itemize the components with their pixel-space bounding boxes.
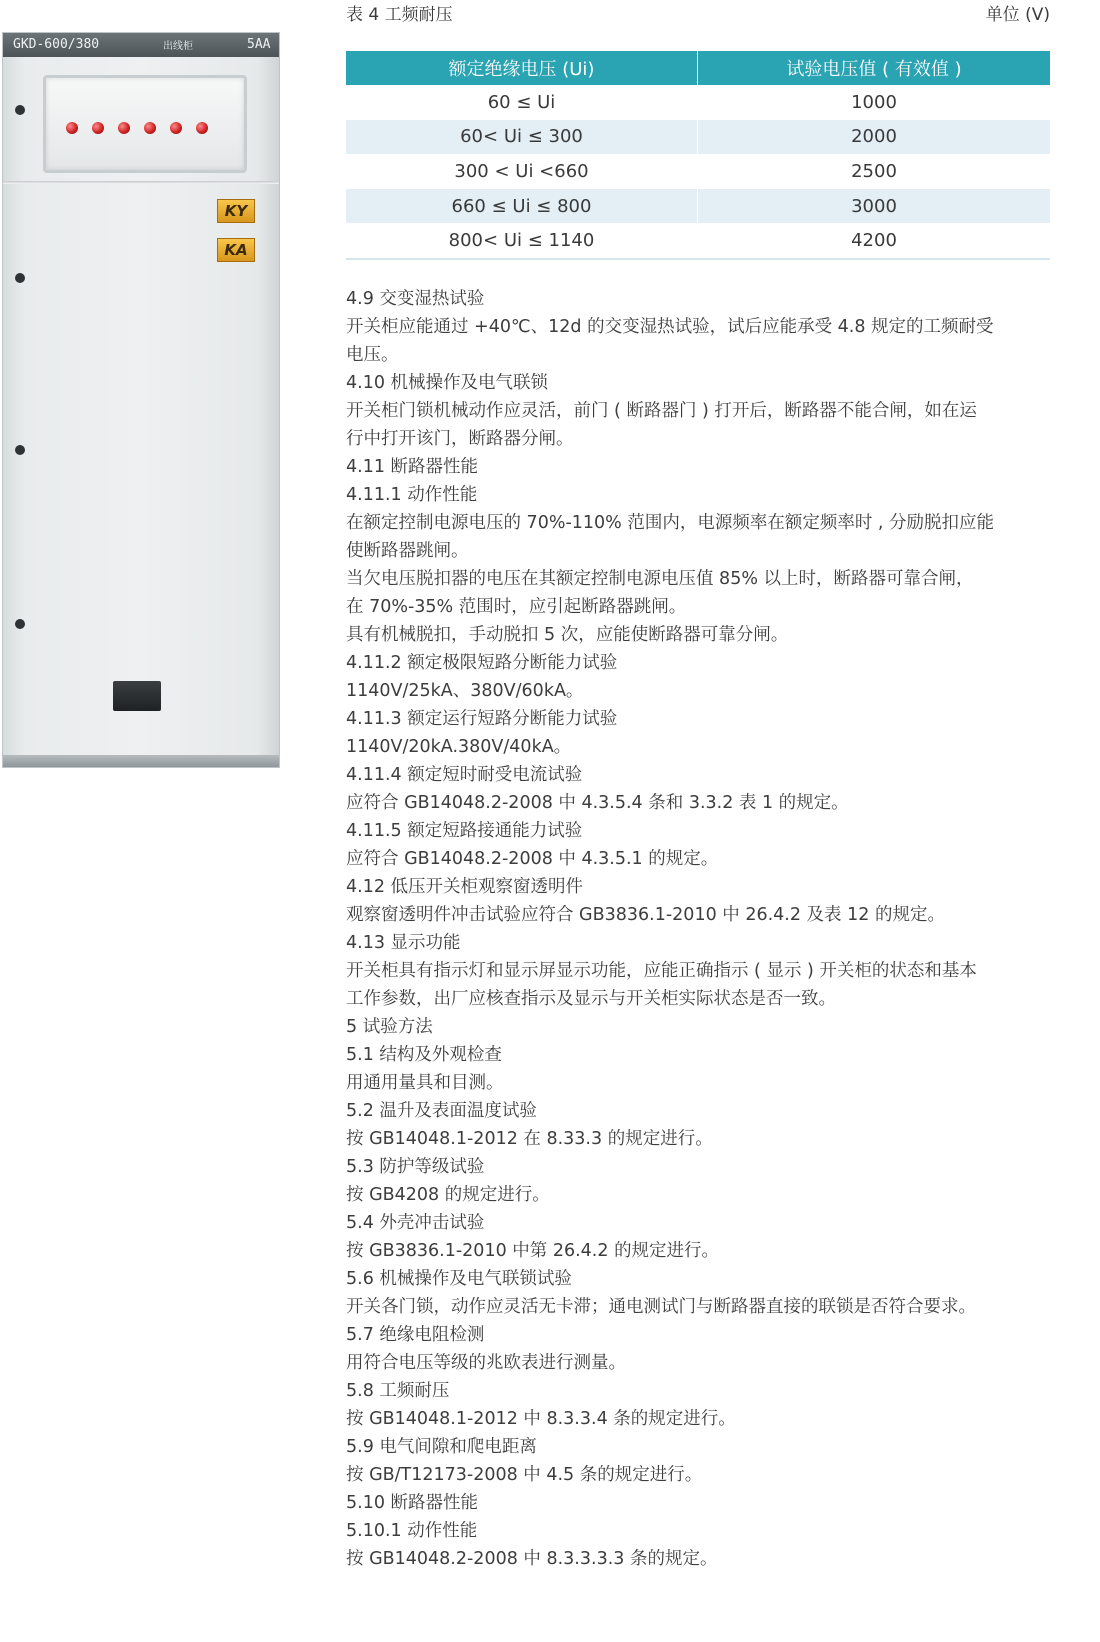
withstand-voltage-table [346, 51, 1050, 260]
table-cell: 60 ≤ Ui [346, 85, 698, 120]
cabinet-model-label: GKD-600/380 [13, 37, 100, 52]
table-header-row [346, 51, 1050, 85]
table-cell: 300 < Ui <660 [346, 154, 698, 189]
text-line: 按 GB14048.1-2012 中 8.3.3.4 条的规定进行。 [346, 1409, 736, 1429]
text-line: 5.6 机械操作及电气联锁试验 [346, 1269, 572, 1289]
text-line: 电压。 [346, 345, 399, 365]
cabinet-handle-plate [113, 681, 161, 711]
indicator-light [92, 122, 104, 134]
text-line: 按 GB4208 的规定进行。 [346, 1185, 550, 1205]
text-line: 按 GB14048.2-2008 中 8.3.3.3.3 条的规定。 [346, 1549, 718, 1569]
table-row [346, 189, 1050, 224]
cabinet-base [3, 755, 279, 767]
text-line: 5.4 外壳冲击试验 [346, 1213, 485, 1233]
text-line: 开关柜应能通过 +40℃、12d 的交变湿热试验，试后应能承受 4.8 规定的工频耐受 [346, 317, 994, 337]
text-line: 5.10 断路器性能 [346, 1493, 479, 1513]
text-line: 5.1 结构及外观检查 [346, 1045, 502, 1065]
text-line: 1140V/25kA、380V/60kA。 [346, 681, 584, 701]
table-row [346, 85, 1050, 120]
switchgear-cabinet-image [2, 32, 280, 768]
cabinet-door-seam [3, 181, 279, 184]
text-line: 5 试验方法 [346, 1017, 433, 1037]
text-line: 1140V/20kA.380V/40kA。 [346, 737, 572, 757]
table-cell: 2500 [698, 154, 1051, 189]
text-line: 按 GB/T12173-2008 中 4.5 条的规定进行。 [346, 1465, 703, 1485]
text-line: 开关柜具有指示灯和显示屏显示功能，应能正确指示 ( 显示 ) 开关柜的状态和基本 [346, 961, 977, 981]
text-line: 5.10.1 动作性能 [346, 1521, 478, 1541]
indicator-light [118, 122, 130, 134]
text-line: 5.8 工频耐压 [346, 1381, 450, 1401]
text-line: 行中打开该门，断路器分闸。 [346, 429, 574, 449]
table-unit: 单位 (V) [985, 5, 1050, 25]
table-cell: 4200 [698, 223, 1051, 259]
indicator-light [66, 122, 78, 134]
cabinet-indicator-window [43, 75, 247, 173]
text-line: 5.2 温升及表面温度试验 [346, 1101, 537, 1121]
text-line: 4.11.5 额定短路接通能力试验 [346, 821, 583, 841]
cabinet-nameplate [3, 33, 279, 57]
text-line: 4.13 显示功能 [346, 933, 461, 953]
table-cell: 3000 [698, 189, 1051, 224]
text-line: 4.12 低压开关柜观察窗透明件 [346, 877, 584, 897]
table-row [346, 223, 1050, 259]
spec-body-text [346, 285, 1056, 1573]
text-line: 工作参数，出厂应核查指示及显示与开关柜实际状态是否一致。 [346, 989, 836, 1009]
text-line: 应符合 GB14048.2-2008 中 4.3.5.4 条和 3.3.2 表 1 的规定。 [346, 793, 849, 813]
table-cell: 1000 [698, 85, 1051, 120]
text-line: 开关各门锁，动作应灵活无卡滞；通电测试门与断路器直接的联锁是否符合要求。 [346, 1297, 976, 1317]
hinge-bolt [15, 619, 25, 629]
text-line: 按 GB14048.1-2012 在 8.33.3 的规定进行。 [346, 1129, 713, 1149]
text-line: 当欠电压脱扣器的电压在其额定控制电源电压值 85% 以上时，断路器可靠合闸， [346, 569, 974, 589]
indicator-light [196, 122, 208, 134]
text-line: 开关柜门锁机械动作应灵活，前门 ( 断路器门 ) 打开后，断路器不能合闸，如在运 [346, 401, 977, 421]
text-line: 4.11.4 额定短时耐受电流试验 [346, 765, 583, 785]
indicator-light [170, 122, 182, 134]
table-cell: 2000 [698, 120, 1051, 155]
text-line: 4.9 交变湿热试验 [346, 289, 485, 309]
header-rated-insulation-voltage: 额定绝缘电压 (Ui) [346, 51, 698, 85]
text-line: 应符合 GB14048.2-2008 中 4.3.5.1 的规定。 [346, 849, 719, 869]
text-line: 4.10 机械操作及电气联锁 [346, 373, 549, 393]
text-line: 具有机械脱扣，手动脱扣 5 次，应能使断路器可靠分闸。 [346, 625, 789, 645]
text-line: 用通用量具和目测。 [346, 1073, 504, 1093]
table-row [346, 120, 1050, 155]
text-line: 4.11.3 额定运行短路分断能力试验 [346, 709, 618, 729]
text-line: 在额定控制电源电压的 70%-110% 范围内，电源频率在额定频率时 , 分励脱扣应能 [346, 513, 995, 533]
indicator-light [144, 122, 156, 134]
table-cell: 800< Ui ≤ 1140 [346, 223, 698, 259]
ky-badge: KY [217, 199, 255, 223]
text-line: 4.11 断路器性能 [346, 457, 479, 477]
hinge-bolt [15, 273, 25, 283]
table-caption: 表 4 工频耐压 [346, 5, 453, 25]
text-line: 使断路器跳闸。 [346, 541, 469, 561]
ka-badge: KA [217, 238, 255, 262]
text-line: 4.11.1 动作性能 [346, 485, 478, 505]
table-cell: 660 ≤ Ui ≤ 800 [346, 189, 698, 224]
text-line: 5.3 防护等级试验 [346, 1157, 485, 1177]
text-line: 在 70%-35% 范围时，应引起断路器跳闸。 [346, 597, 687, 617]
text-line: 按 GB3836.1-2010 中第 26.4.2 的规定进行。 [346, 1241, 720, 1261]
hinge-bolt [15, 445, 25, 455]
table-cell: 60< Ui ≤ 300 [346, 120, 698, 155]
cabinet-type-label: 出线柜 [163, 41, 193, 52]
text-line: 观察窗透明件冲击试验应符合 GB3836.1-2010 中 26.4.2 及表 12 的规定。 [346, 905, 945, 925]
text-line: 5.7 绝缘电阻检测 [346, 1325, 485, 1345]
table-caption-row [346, 0, 1050, 25]
text-line: 5.9 电气间隙和爬电距离 [346, 1437, 537, 1457]
text-line: 4.11.2 额定极限短路分断能力试验 [346, 653, 618, 673]
header-test-voltage: 试验电压值 ( 有效值 ) [698, 51, 1051, 85]
cabinet-code-label: 5AA [247, 37, 271, 52]
table-row [346, 154, 1050, 189]
text-line: 用符合电压等级的兆欧表进行测量。 [346, 1353, 626, 1373]
hinge-bolt [15, 105, 25, 115]
